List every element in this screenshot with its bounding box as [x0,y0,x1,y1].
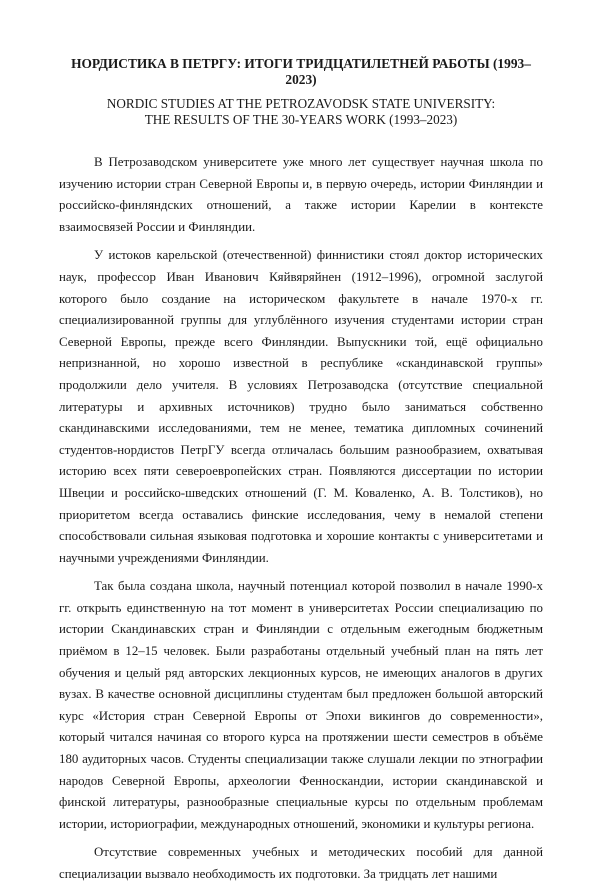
title-english-line-2: THE RESULTS OF THE 30-YEARS WORK (1993–2023) [144,112,458,127]
article-body [59,152,543,886]
paragraph-2: У истоков карельской (отечественной) финнистики стоял доктор исторических наук, профессор Иван Иванович Кяйвяряйнен (1912–1996), огромной заслугой которого было создание на историческом факультете в начале 1970-х гг. специализированной группы для углублённого изучения студентами истории стран Северной Европы, прежде всего Финляндии. Выпускники той, ещё официально непризнанной, но хорошо известной в республике «скандинавской группы» продолжили дело учителя. В условиях Петрозаводска (отсутствие специальной литературы и архивных источников) трудно было заниматься собственно скандинавскими исследованиями, тем не менее, тематика дипломных сочинений студентов-нордистов ПетрГУ всегда отличалась большим разнообразием, охватывая историю всех пяти североевропейских стран. Появляются диссертации по истории Швеции и российско-шведских отношений (Г. М. Коваленко, А. В. Толстиков), но приоритетом всегда оставались финские исследования, чему в немалой степени способствовали сильная языковая подготовка и хорошие контакты с университетами и научными учреждениями Финляндии. [59,248,543,565]
title-russian: НОРДИСТИКА В ПЕТРГУ: ИТОГИ ТРИДЦАТИЛЕТНЕЙ РАБОТЫ (1993–2023) [71,56,531,87]
paragraph-3: Так была создана школа, научный потенциал которой позволил в начале 1990-х гг. открыть единственную на тот момент в университетах России специализацию по истории Скандинавских стран и Финляндии с отдельным ежегодным бюджетным приёмом в 12–15 человек. Были разработаны отдельный учебный план на пять лет обучения и целый ряд авторских лекционных курсов, не имеющих аналогов в других вузах. В качестве основной дисциплины студентам был предложен большой авторский курс «История стран Северной Европы от Эпохи викингов до современности», который читался начиная со второго курса на протяжении шести семестров в объёме 180 аудиторных часов. Студенты специализации также слушали лекции по этнографии народов Северной Европы, археологии Фенноскандии, истории скандинавской и финской литературы, разнообразные специальные курсы по отдельным проблемам истории, историографии, международных отношений, экономики и культуры региона. [59,579,543,831]
title-english-line-1: NORDIC STUDIES AT THE PETROZAVODSK STATE UNIVERSITY: [106,96,496,111]
paragraph-1: В Петрозаводском университете уже много лет существует научная школа по изучению истории стран Северной Европы и, в первую очередь, истории Финляндии и российско-финляндских отношений, а также истории Карелии в контексте взаимосвязей России и Финляндии. [59,155,543,234]
paragraph-4: Отсутствие современных учебных и методических пособий для данной специализации вызвало необходимость их подготовки. За тридцать лет нашими [59,845,543,881]
title-english [59,96,543,128]
